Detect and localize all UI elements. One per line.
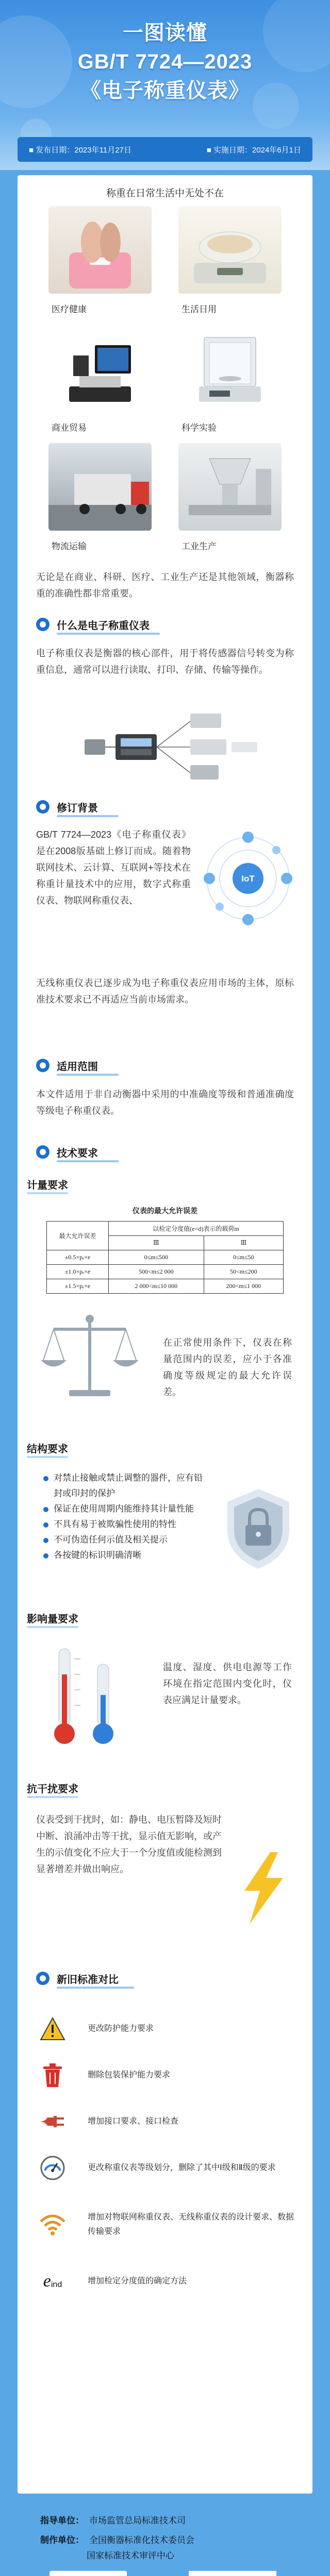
compare-item: 增加对物联网称重仪表、无线称重仪表的设计要求、数据传输要求 (38, 2210, 296, 2239)
table-row: ±1.0×pₑ×e 500<m≤2 000 50<m≤200 (47, 1265, 284, 1279)
section-what-paragraph: 电子称重仪表是衡器的核心部件，用于将传感器信号转变为称重信息，通常可以进行读取、打印、存储、传输等操作。 (36, 648, 294, 675)
wifi-icon (38, 2210, 67, 2239)
list-item: 不具有易于被欺骗性使用的特性 (42, 1517, 207, 1532)
kitchen-scale-illustration (178, 206, 282, 294)
interference-paragraph: 仪表受到干扰时，如：静电、电压暂降及短时中断、浪涌冲击等干扰，显示值无影响，或产生的示值变化不应大于一个分度值或能检测到显著增差并做出响应。 (36, 1815, 222, 1874)
compare-item: 更改防护能力要求 (38, 2014, 296, 2043)
plug-icon (38, 2107, 67, 2136)
title-line-2: GB/T 7724—2023 (77, 50, 253, 73)
new-media-logo[interactable] (50, 2571, 127, 2576)
image-daily (178, 206, 282, 315)
iot-network-icon (199, 829, 297, 927)
balance-scale-icon (38, 1309, 141, 1401)
thermometer-graphic (48, 1643, 126, 1752)
list-item: 保证在使用周期内能维持其计量性能 (42, 1501, 207, 1517)
caption-logistics: 物流运输 (52, 541, 87, 551)
title-line-3: 《电子称重仪表》 (80, 79, 250, 102)
qr-code[interactable] (189, 2571, 276, 2576)
truck-scale-illustration (48, 443, 152, 531)
metrology-table-caption: 仪表的最大允许误差 (133, 1208, 197, 1215)
mpe-table (46, 1221, 284, 1294)
title-line-1: 一图读懂 (123, 22, 207, 44)
page-title (0, 19, 330, 105)
image-industry (178, 443, 282, 552)
industrial-weigher-illustration (178, 443, 282, 531)
analytical-balance-illustration (178, 325, 282, 412)
caption-daily: 生活日用 (182, 304, 217, 314)
thermometer-icon (48, 1643, 126, 1752)
compare-item: e ind 增加检定分度值的确定方法 (38, 2267, 296, 2296)
image-logistics (48, 443, 152, 552)
table-row: ±1.5×pₑ×e 2 000<m≤10 000 200<m≤1 000 (47, 1279, 284, 1294)
trash-icon (38, 2061, 67, 2090)
image-medical (48, 206, 152, 315)
caption-science: 科学实验 (182, 423, 217, 433)
producer-unit: 制作单位： 全国衡器标准化技术委员会 (40, 2535, 194, 2545)
iot-label: IoT (241, 874, 255, 884)
indicator-diagram (79, 706, 265, 783)
publish-date: ■ 发布日期：2023年11月27日 (29, 145, 131, 155)
influence-paragraph: 温度、湿度、供电电源等工作环境在指定范围内变化时，仪表应满足计量要求。 (163, 1662, 292, 1705)
balance-graphic (38, 1309, 141, 1401)
table-header-mpe: 最大允许误差 (47, 1222, 109, 1250)
bathroom-scale-illustration (48, 206, 152, 294)
gauge-icon (38, 2154, 67, 2182)
logo-icon (50, 2571, 127, 2576)
intro-paragraph: 无论是在商业、科研、医疗、工业生产还是其他领域，衡器称重的准确性都非常重要。 (36, 572, 294, 599)
image-commerce (48, 325, 152, 433)
table-row: ±0.5×pₑ×e 0≤m≤500 0≤m≤50 (47, 1250, 284, 1265)
metrology-paragraph: 在正常使用条件下，仪表在称量范围内的误差，应小于各准确度等级规定的最大允许误差。 (163, 1337, 292, 1397)
interference-heading: 抗干扰要求 (27, 1781, 78, 1795)
qr-code-icon (189, 2571, 276, 2576)
influence-heading: 影响量要求 (27, 1611, 78, 1625)
indicator-connection-illustration (79, 706, 265, 783)
compare-item: 删除包装保护能力要求 (38, 2061, 296, 2090)
guide-unit: 指导单位： 市场监管总局标准技术司 (40, 2516, 186, 2526)
section-what-heading: 什么是电子称重仪表 (36, 614, 150, 635)
section-background-paragraph-a: GB/T 7724—2023《电子称重仪表》是在2008版基础上修订而成。随着物联网技术、云计算、互联网+等技术在称重计量技术中的应用，数字式称重仪表、物联网称重仪表、 (36, 829, 191, 906)
list-item: 各按键的标识明确清晰 (42, 1548, 207, 1563)
image-science (178, 325, 282, 433)
lightning-icon (234, 1850, 291, 1927)
table-header-class-ordinary: Ⅲ (204, 1236, 283, 1250)
content-card (18, 175, 312, 2494)
cash-register-scale-illustration (48, 325, 152, 412)
section-compare-heading: 新旧标准对比 (36, 1968, 119, 1989)
caption-industry: 工业生产 (182, 541, 217, 551)
section-bullet-icon (36, 800, 50, 814)
section-bullet-icon (36, 618, 50, 631)
metrology-heading: 计量要求 (27, 1177, 68, 1192)
section-bullet-icon (36, 1059, 50, 1072)
lock-graphic (220, 1484, 297, 1571)
table-header-load: 以检定分度值(e=d)表示的载荷m (109, 1222, 284, 1236)
section-bullet-icon (36, 1145, 50, 1159)
list-item: 不可伪造任何示值及相关提示 (42, 1532, 207, 1548)
section-scope-paragraph: 本文件适用于非自动衡器中采用的中准确度等级和普通准确度等级电子称重仪表。 (36, 1089, 294, 1116)
table-header-class-medium: Ⅲ (109, 1236, 204, 1250)
section-background-paragraph-b: 无线称重仪表已逐步成为电子称重仪表应用市场的主体，原标准技术要求已不再适应当前市场需求。 (36, 978, 294, 1005)
section-background-heading: 修订背景 (36, 796, 98, 817)
compare-item: 增加接口要求、接口检查 (38, 2107, 296, 2136)
section-scope-heading: 适用范围 (36, 1055, 98, 1076)
caption-medical: 医疗健康 (52, 304, 87, 314)
date-bar (18, 137, 312, 162)
lightning-graphic (234, 1850, 291, 1927)
e-ind-icon: e ind (43, 2272, 62, 2291)
implement-date: ■ 实施日期：2024年6月1日 (206, 145, 301, 155)
list-item: 对禁止接触或禁止调整的器件，应有铅封或印封的保护 (42, 1470, 207, 1501)
compare-item: 更改称重仪表等级划分，删除了其中Ⅰ级和Ⅱ级的要求 (38, 2154, 296, 2182)
section-tech-heading: 技术要求 (36, 1142, 98, 1162)
iot-graphic (199, 829, 297, 927)
producer-unit-2: 国家标准技术审评中心 (87, 2551, 174, 2561)
structure-list (42, 1470, 207, 1563)
caption-commerce: 商业贸易 (52, 423, 87, 433)
warning-icon (38, 2014, 67, 2043)
intro-lead: 称重在日常生活中无处不在 (106, 188, 224, 199)
shield-lock-icon (220, 1484, 297, 1571)
section-bullet-icon (36, 1972, 50, 1985)
structure-heading: 结构要求 (27, 1440, 68, 1455)
